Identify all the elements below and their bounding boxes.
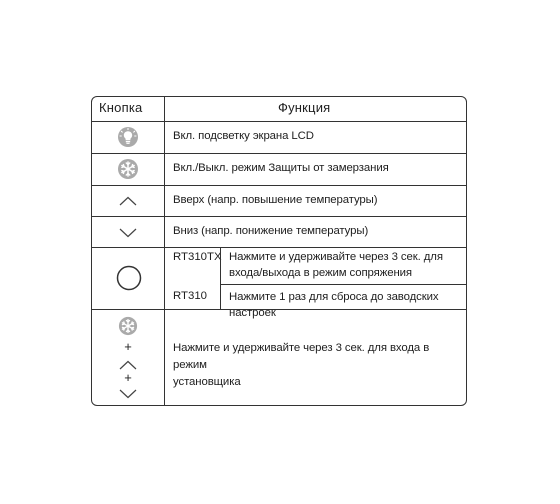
- function-table: [91, 96, 467, 406]
- function-line: Нажмите и удерживайте через 3 сек. для: [229, 251, 443, 263]
- function-line: установщика: [173, 376, 241, 388]
- header-button-col: Кнопка: [99, 100, 143, 115]
- button-cell: [92, 121, 164, 153]
- table-row: [92, 309, 466, 406]
- function-text: Вверх (напр. повышение температуры): [173, 194, 378, 206]
- table-row: [92, 153, 466, 186]
- snowflake-icon: [117, 158, 139, 180]
- button-cell: [92, 247, 164, 309]
- model-label: RT310: [173, 290, 207, 302]
- chevron-up-icon: [119, 196, 137, 206]
- header-function-col: Функция: [278, 100, 331, 115]
- model-label: RT310TX: [173, 251, 222, 263]
- table-row: [92, 185, 466, 217]
- light-bulb-icon: [117, 126, 139, 148]
- button-cell: [92, 185, 164, 216]
- chevron-up-icon: [119, 360, 137, 370]
- plus-sign: +: [124, 370, 132, 385]
- button-cell: [92, 153, 164, 185]
- circle-button-icon: [116, 265, 142, 291]
- plus-sign: +: [124, 339, 132, 354]
- snowflake-icon: [118, 316, 138, 336]
- function-text: Нажмите 1 раз для сброса до заводских настроек: [229, 291, 439, 319]
- function-text: Вкл. подсветку экрана LCD: [173, 130, 314, 142]
- table-row: [92, 216, 466, 248]
- table-header: [92, 97, 466, 122]
- function-text: Вниз (напр. понижение температуры): [173, 225, 369, 237]
- button-cell: [92, 309, 164, 406]
- function-text: [229, 249, 443, 281]
- table-row: [92, 121, 466, 154]
- function-text: [173, 340, 466, 391]
- model-divider: [220, 247, 221, 309]
- function-text: Вкл./Выкл. режим Защиты от замерзания: [173, 162, 389, 174]
- chevron-down-icon: [119, 228, 137, 238]
- table-row: [92, 247, 466, 319]
- model-row-divider: [220, 284, 466, 285]
- chevron-down-icon: [119, 389, 137, 399]
- button-cell: [92, 216, 164, 247]
- function-line: Нажмите и удерживайте через 3 сек. для входа в режим: [173, 342, 430, 371]
- function-line: входа/выхода в режим сопряжения: [229, 267, 412, 279]
